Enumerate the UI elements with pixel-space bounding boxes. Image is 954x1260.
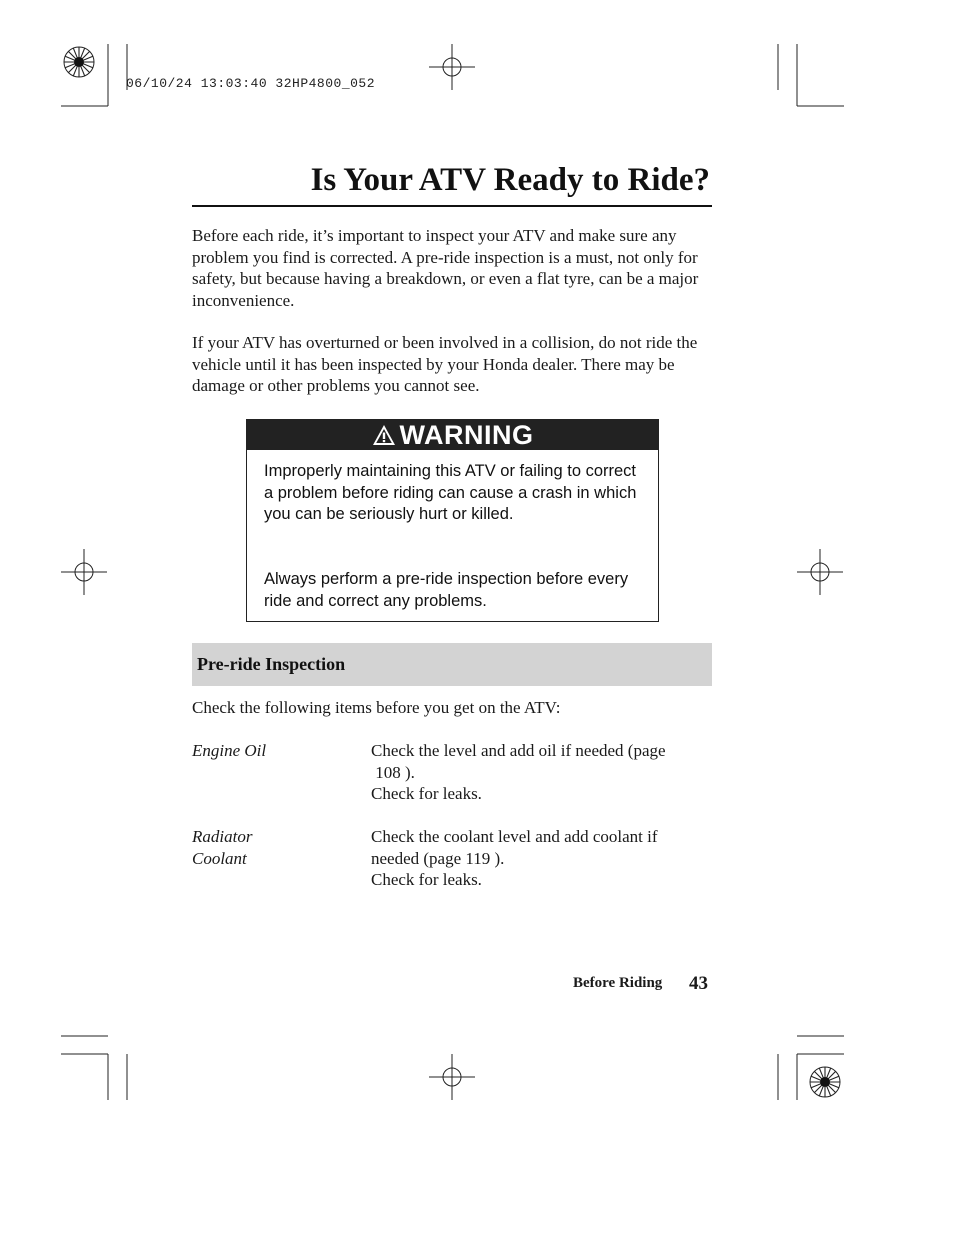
section-title: Pre-ride Inspection: [197, 654, 346, 674]
item-desc-line: Check for leaks.: [371, 784, 482, 803]
page-number: 43: [689, 973, 708, 994]
sunburst-top-left: [64, 47, 94, 77]
item-desc-engine-oil: [371, 740, 701, 805]
item-desc-line: Check the level and add oil if needed (page: [371, 741, 666, 760]
item-desc-line: needed (page 119 ).: [371, 848, 505, 868]
footer-section-name: Before Riding: [573, 975, 663, 991]
item-desc-line: 108 ).: [371, 762, 415, 782]
section-intro: Check the following items before you get on the ATV:: [192, 698, 561, 717]
registration-right: [797, 549, 843, 595]
registration-left: [61, 549, 107, 595]
intro-paragraph-2: If your ATV has overturned or been involved in a collision, do not ride the vehicle until it has been inspected by your Honda dealer. There may be damage or other problems you cannot see.: [192, 333, 698, 395]
item-name-engine-oil: Engine Oil: [192, 741, 267, 760]
registration-top: [429, 44, 475, 90]
item-desc-line: Check for leaks.: [371, 870, 482, 889]
item-name-line: Coolant: [192, 848, 247, 868]
registration-bottom: [429, 1054, 475, 1100]
warning-text-1: Improperly maintaining this ATV or failing to correct a problem before riding can cause a crash in which you can be seriously hurt or killed.: [264, 462, 637, 523]
title-rule: [192, 205, 712, 207]
warning-triangle-icon: [372, 424, 396, 446]
warning-header: [247, 420, 658, 450]
section-header-bar: [192, 643, 712, 686]
item-desc-radiator-coolant: [371, 826, 701, 891]
sunburst-bottom-right: [810, 1067, 840, 1097]
item-desc-line: Check the coolant level and add coolant if: [371, 827, 658, 846]
warning-box: [246, 419, 659, 622]
print-timestamp: 06/10/24 13:03:40 32HP4800_052: [126, 76, 376, 91]
item-name-line: Radiator: [192, 827, 253, 846]
warning-title: WARNING: [399, 420, 534, 450]
intro-paragraph-1: Before each ride, it’s important to inspect your ATV and make sure any problem you find is corrected. A pre-ride inspection is a must, not only for safety, but because having a breakdown, or even a flat tyre, can be a major inconvenience.: [192, 226, 699, 310]
item-name-radiator-coolant: [192, 826, 362, 869]
page-title: Is Your ATV Ready to Ride?: [310, 162, 710, 198]
warning-text-2: Always perform a pre-ride inspection before every ride and correct any problems.: [264, 570, 629, 610]
